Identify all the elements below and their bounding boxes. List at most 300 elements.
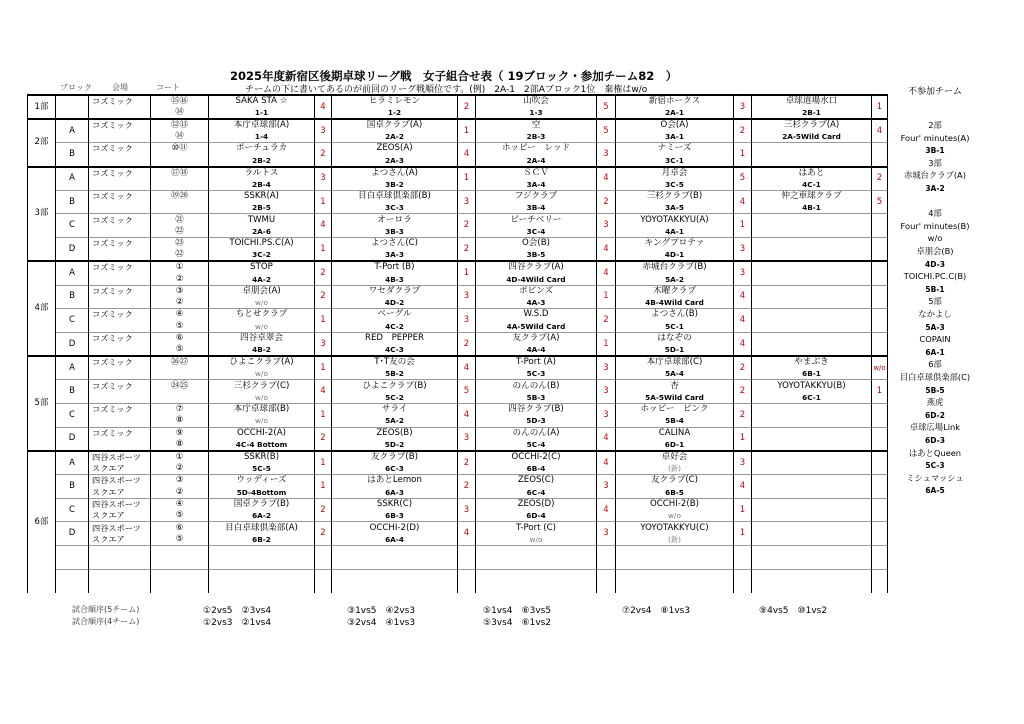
team-name [752, 498, 872, 510]
previous-rank: (新) [616, 534, 734, 546]
block-cell [56, 95, 89, 119]
seed-number: 2 [734, 356, 752, 380]
nonparticipating-item: 3部 [928, 157, 942, 168]
nonparticipating-item: Four' minutes(A) [900, 132, 970, 143]
team-name [752, 285, 872, 297]
seed-number: 3 [597, 380, 616, 404]
table-row [28, 332, 888, 344]
nonparticipating-item: 3B-1 [925, 146, 945, 156]
division-cell: 3部 [28, 167, 56, 262]
venue-cell [89, 569, 151, 581]
team-name: よつさん(B) [616, 309, 734, 321]
previous-rank: 4B-3 [332, 273, 458, 285]
team-name: フジクラブ [476, 190, 597, 202]
seed-number: 1 [458, 261, 476, 285]
team-name: 卓球道場水口 [752, 95, 872, 107]
previous-rank: 5A-4 [616, 368, 734, 380]
venue-cell: スクエア [89, 487, 151, 499]
previous-rank: 3B-3 [332, 226, 458, 238]
previous-rank: w/o [209, 321, 315, 333]
previous-rank: 4A-4 [476, 344, 597, 356]
previous-rank [332, 557, 458, 569]
previous-rank: 2B-1 [752, 107, 872, 119]
match-order-item: ⑨4vs5 ⑩1vs2 [759, 606, 828, 616]
table-row [28, 356, 888, 368]
team-name: よつさん(C) [332, 238, 458, 250]
venue-cell [89, 344, 151, 356]
previous-rank: 6D-4 [476, 510, 597, 522]
seed-number: 1 [872, 95, 888, 119]
venue-cell: コズミック [89, 309, 151, 321]
previous-rank: 4B-4Wild Card [616, 297, 734, 309]
previous-rank: 6B-1 [752, 368, 872, 380]
team-name: ラルトス [209, 167, 315, 179]
previous-rank: 1-4 [209, 131, 315, 143]
previous-rank [752, 510, 872, 522]
previous-rank [752, 344, 872, 356]
division-cell: 1部 [28, 95, 56, 119]
previous-rank: 5D-4Bottom [209, 487, 315, 499]
previous-rank: 5D-2 [332, 439, 458, 451]
team-name: 本庁卓球部(C) [616, 356, 734, 368]
team-name: 仲之車球クラブ [752, 190, 872, 202]
seed-number: 3 [734, 261, 752, 285]
nonparticipating-item: w/o [927, 233, 943, 244]
seed-number: 2 [315, 498, 332, 522]
nonparticipating-item: TOICHI.PC.C(B) [903, 271, 967, 282]
court-cell: ③ [151, 285, 209, 297]
nonparticipating-item: 2部 [928, 120, 942, 130]
seed-number: 3 [315, 167, 332, 191]
nonparticipating-item: なかよし [918, 309, 952, 319]
block-cell: B [56, 190, 89, 214]
block-cell: B [56, 380, 89, 404]
page-title: 2025年度新宿区後期卓球リーグ戦 女子組合せ表（ 19ブロック・参加チーム82 ） [230, 69, 678, 83]
team-name: 赤城台クラブ(B) [616, 261, 734, 273]
seed-number [458, 546, 476, 570]
previous-rank [209, 557, 315, 569]
seed-number: 4 [597, 427, 616, 451]
court-cell: ① [151, 261, 209, 273]
court-cell: ② [151, 487, 209, 499]
nonparticipating-item: 5B-1 [925, 284, 945, 294]
previous-rank: 2A-6 [209, 226, 315, 238]
nonparticipating-item: 6D-2 [925, 410, 945, 420]
venue-cell [89, 392, 151, 404]
venue-cell [89, 179, 151, 191]
team-name: ワセダクラブ [332, 285, 458, 297]
nonparticipating-item: 赤城台クラブ(A) [904, 170, 966, 181]
previous-rank: 5A-5Wild Card [616, 392, 734, 404]
venue-cell: スクエア [89, 463, 151, 475]
team-name [209, 546, 315, 558]
court-cell: ⑤ [151, 344, 209, 356]
team-name: RED PEPPER [332, 332, 458, 344]
previous-rank: 3C-3 [332, 202, 458, 214]
team-name: 月卓会 [616, 167, 734, 179]
team-name: 友クラブ(B) [332, 451, 458, 463]
match-order-item: ⑦2vs4 ⑧1vs3 [622, 606, 691, 616]
team-name: ZEOS(C) [476, 475, 597, 487]
previous-rank [752, 155, 872, 167]
team-name: YOYOTAKKYU(B) [752, 380, 872, 392]
team-name: キングプロテァ [616, 238, 734, 250]
previous-rank: 3A-4 [476, 179, 597, 191]
previous-rank [616, 581, 734, 593]
seed-number: 4 [734, 332, 752, 356]
team-name: OCCHI-2(A) [209, 427, 315, 439]
team-name [752, 451, 872, 463]
previous-rank [616, 557, 734, 569]
seed-number: 1 [315, 475, 332, 499]
previous-rank: 4D-4Wild Card [476, 273, 597, 285]
venue-cell: スクエア [89, 510, 151, 522]
previous-rank: 2A-5Wild Card [752, 131, 872, 143]
previous-rank: 6A-4 [332, 534, 458, 546]
seed-number: 2 [315, 522, 332, 546]
team-name: 三杉クラブ(C) [209, 380, 315, 392]
seed-number: 1 [315, 238, 332, 262]
previous-rank: 5C-1 [616, 321, 734, 333]
seed-number: 2 [597, 309, 616, 333]
court-cell: ⑦ [151, 404, 209, 416]
nonparticipating-item: ミシュマッシュ [906, 472, 964, 483]
seed-number: 2 [315, 285, 332, 309]
previous-rank: 4A-3 [476, 297, 597, 309]
block-cell: A [56, 119, 89, 143]
venue-cell [89, 368, 151, 380]
block-cell: B [56, 475, 89, 499]
team-name: ポピンズ [476, 285, 597, 297]
header-venue: 会場 [112, 83, 128, 92]
team-name: 三杉クラブ(B) [616, 190, 734, 202]
venue-cell: コズミック [89, 238, 151, 250]
previous-rank [752, 415, 872, 427]
team-name: OCCHI-2(B) [616, 498, 734, 510]
table-row [28, 167, 888, 179]
team-name: O会(B) [476, 238, 597, 250]
seed-number: 4 [315, 95, 332, 119]
previous-rank: 3B-4 [476, 202, 597, 214]
team-name [616, 569, 734, 581]
court-cell [151, 569, 209, 581]
seed-number [872, 546, 888, 570]
nonparticipating-item: COPAIN [919, 334, 951, 345]
court-cell: ⑭ [151, 131, 209, 143]
previous-rank: 5B-2 [332, 368, 458, 380]
previous-rank: 2A-4 [476, 155, 597, 167]
previous-rank [752, 463, 872, 475]
court-cell: ⑤ [151, 534, 209, 546]
court-cell [151, 179, 209, 191]
seed-number: 2 [597, 190, 616, 214]
team-name [752, 569, 872, 581]
nonparticipating-item: 6A-5 [925, 486, 945, 496]
nonparticipating-item: 4部 [928, 208, 942, 219]
team-name: 四谷クラブ(B) [476, 404, 597, 416]
table-row [28, 214, 888, 226]
team-name: 卓朋会(A) [209, 285, 315, 297]
seed-number: 3 [597, 522, 616, 546]
team-name: やまぶき [752, 356, 872, 368]
seed-number: 1 [734, 214, 752, 238]
previous-rank: 4C-4 Bottom [209, 439, 315, 451]
previous-rank: 3C-2 [209, 249, 315, 261]
seed-number: 4 [734, 309, 752, 333]
seed-number: 4 [315, 380, 332, 404]
team-name: T-Port (B) [332, 261, 458, 273]
seed-number: 2 [458, 332, 476, 356]
court-cell: ④ [151, 309, 209, 321]
court-cell: ㉒ [151, 249, 209, 261]
venue-cell [89, 439, 151, 451]
block-cell: C [56, 309, 89, 333]
previous-rank: 6B-5 [616, 487, 734, 499]
seed-number: 2 [458, 475, 476, 499]
header-court: コート [156, 83, 180, 92]
court-cell [151, 368, 209, 380]
team-name [752, 238, 872, 250]
seed-number: 3 [458, 190, 476, 214]
team-name [752, 427, 872, 439]
court-cell: ① [151, 451, 209, 463]
team-name: TWMU [209, 214, 315, 226]
seed-number: 3 [458, 498, 476, 522]
venue-cell: 四谷スポーツ [89, 522, 151, 534]
seed-number: 4 [734, 475, 752, 499]
seed-number: 1 [597, 332, 616, 356]
team-name: 目白卓球倶楽部(A) [209, 522, 315, 534]
nonparticipating-item: 6D-3 [925, 436, 945, 445]
previous-rank: 6B-4 [476, 463, 597, 475]
team-name: OCCHI-2(D) [332, 522, 458, 534]
seed-number: 3 [597, 475, 616, 499]
seed-number: 3 [597, 214, 616, 238]
table-row [28, 546, 888, 558]
court-cell: ⑩⑪ [151, 143, 209, 155]
seed-number: 3 [597, 404, 616, 428]
court-cell: ⑲⑳ [151, 190, 209, 202]
seed-number: 1 [315, 404, 332, 428]
team-name: ナミーズ [616, 143, 734, 155]
team-name: ＳＣＶ [476, 167, 597, 179]
previous-rank [752, 487, 872, 499]
nonparticipating-item: 5部 [928, 296, 942, 307]
venue-cell: コズミック [89, 427, 151, 439]
seed-number: 4 [872, 119, 888, 143]
team-name: SAKA STA ☆ [209, 95, 315, 107]
team-name: YOYOTAKKYU(C) [616, 522, 734, 534]
previous-rank: 5C-2 [332, 392, 458, 404]
nonparticipating-item: はあとQueen [908, 447, 962, 458]
team-name [752, 214, 872, 226]
previous-rank [752, 321, 872, 333]
previous-rank: 3A-5 [616, 202, 734, 214]
team-name: SSKR(A) [209, 190, 315, 202]
court-cell: ⑭ [151, 107, 209, 119]
seed-number: 3 [315, 332, 332, 356]
previous-rank [752, 273, 872, 285]
court-cell: ⑮⑯ [151, 95, 209, 107]
venue-cell [89, 297, 151, 309]
team-name: T･T友の会 [332, 356, 458, 368]
team-name: はなぞの [616, 332, 734, 344]
previous-rank: 6D-1 [616, 439, 734, 451]
table-row [28, 498, 888, 510]
previous-rank: w/o [209, 297, 315, 309]
previous-rank: 4D-2 [332, 297, 458, 309]
team-name: ひよこクラブ(A) [209, 356, 315, 368]
block-cell: B [56, 143, 89, 167]
court-cell: ⑧ [151, 439, 209, 451]
previous-rank: 3C-5 [616, 179, 734, 191]
seed-number: 3 [734, 95, 752, 119]
team-name: T-Port (A) [476, 356, 597, 368]
seed-number [872, 498, 888, 522]
venue-cell: 四谷スポーツ [89, 475, 151, 487]
nonparticipating-item: 卓朋会(B) [916, 246, 954, 256]
previous-rank: w/o [616, 510, 734, 522]
seed-number: 5 [872, 190, 888, 214]
nonparticipating-item: 5B-5 [925, 385, 945, 395]
venue-cell: コズミック [89, 404, 151, 416]
table-row [28, 261, 888, 273]
team-name: 山吹会 [476, 95, 597, 107]
venue-cell: コズミック [89, 380, 151, 392]
previous-rank [752, 249, 872, 261]
table-row [28, 427, 888, 439]
team-name [752, 475, 872, 487]
team-name: W.S.D [476, 309, 597, 321]
previous-rank: 5D-1 [616, 344, 734, 356]
nonparticipating-item: 6A-1 [925, 347, 945, 357]
team-name: ちとせクラブ [209, 309, 315, 321]
previous-rank: w/o [209, 392, 315, 404]
court-cell: ⑥ [151, 332, 209, 344]
previous-rank: 1-2 [332, 107, 458, 119]
table-row [28, 309, 888, 321]
previous-rank [752, 534, 872, 546]
court-cell: ⑨ [151, 427, 209, 439]
previous-rank: 5C-3 [476, 368, 597, 380]
seed-number: 1 [458, 167, 476, 191]
nonparticipating-header: 不参加チーム [908, 87, 963, 97]
seed-number: 4 [597, 498, 616, 522]
seed-number: 2 [458, 95, 476, 119]
previous-rank: 1-3 [476, 107, 597, 119]
block-cell: C [56, 404, 89, 428]
previous-rank [752, 439, 872, 451]
seed-number: 2 [458, 451, 476, 475]
previous-rank [752, 226, 872, 238]
previous-rank [332, 581, 458, 593]
seed-number: w/o [872, 356, 888, 380]
seed-number [872, 522, 888, 546]
previous-rank: 4A-5Wild Card [476, 321, 597, 333]
previous-rank: 4C-2 [332, 321, 458, 333]
seed-number: 1 [315, 356, 332, 380]
match-order-item: ①2vs3 ②1vs4 [203, 618, 272, 628]
seed-number: 4 [734, 285, 752, 309]
seed-number: 4 [458, 522, 476, 546]
previous-rank: 6A-3 [332, 487, 458, 499]
nonparticipating-item: 卓球広場Link [909, 422, 961, 433]
team-name: 本庁卓球部(A) [209, 119, 315, 131]
nonparticipating-item: 6部 [928, 359, 942, 370]
team-name: SSKR(B) [209, 451, 315, 463]
team-name [752, 143, 872, 155]
seed-number: 3 [458, 427, 476, 451]
block-cell: A [56, 356, 89, 380]
team-name: ポーチュラカ [209, 143, 315, 155]
block-cell: D [56, 238, 89, 262]
previous-rank: 2B-4 [209, 179, 315, 191]
court-cell: ⑥ [151, 522, 209, 534]
seed-number: 1 [315, 309, 332, 333]
court-cell: ⑤ [151, 510, 209, 522]
venue-cell [89, 321, 151, 333]
court-cell: ② [151, 273, 209, 285]
previous-rank: 5B-3 [476, 392, 597, 404]
seed-number: 5 [458, 380, 476, 404]
previous-rank: 6C-3 [332, 463, 458, 475]
court-cell: ㉑ [151, 214, 209, 226]
block-cell: C [56, 498, 89, 522]
seed-number: 3 [315, 119, 332, 143]
court-cell: ㉔㉕ [151, 380, 209, 392]
team-name: 本庁卓球部(B) [209, 404, 315, 416]
division-cell: 6部 [28, 451, 56, 593]
court-cell [151, 581, 209, 593]
division-cell: 4部 [28, 261, 56, 356]
team-name: よつさん(A) [332, 167, 458, 179]
table-row [28, 143, 888, 155]
venue-cell: 四谷スポーツ [89, 451, 151, 463]
previous-rank: 4C-3 [332, 344, 458, 356]
court-cell [151, 202, 209, 214]
team-name: ベーグル [332, 309, 458, 321]
previous-rank: w/o [209, 368, 315, 380]
previous-rank: 3B-5 [476, 249, 597, 261]
team-name: 空 [476, 119, 597, 131]
team-name: ウッディーズ [209, 475, 315, 487]
court-cell: ㉓ [151, 238, 209, 250]
previous-rank: 2A-3 [332, 155, 458, 167]
team-name: ZEOS(A) [332, 143, 458, 155]
team-name: STOP [209, 261, 315, 273]
team-name: 木曜クラブ [616, 285, 734, 297]
seed-number: 4 [597, 238, 616, 262]
seed-number: 1 [734, 522, 752, 546]
block-cell: D [56, 427, 89, 451]
table-row [28, 119, 888, 131]
seed-number: 3 [458, 285, 476, 309]
team-name [332, 546, 458, 558]
block-cell: B [56, 285, 89, 309]
venue-cell: コズミック [89, 356, 151, 368]
previous-rank: w/o [209, 415, 315, 427]
court-cell [151, 557, 209, 569]
previous-rank: 5D-3 [476, 415, 597, 427]
team-name: のんのん(B) [476, 380, 597, 392]
previous-rank: 3A-3 [332, 249, 458, 261]
team-name: ZEOS(D) [476, 498, 597, 510]
team-name: ZEOS(B) [332, 427, 458, 439]
table-row [28, 569, 888, 581]
nonparticipating-item: 4D-3 [925, 259, 945, 269]
seed-number: 1 [734, 427, 752, 451]
seed-number: 4 [597, 167, 616, 191]
